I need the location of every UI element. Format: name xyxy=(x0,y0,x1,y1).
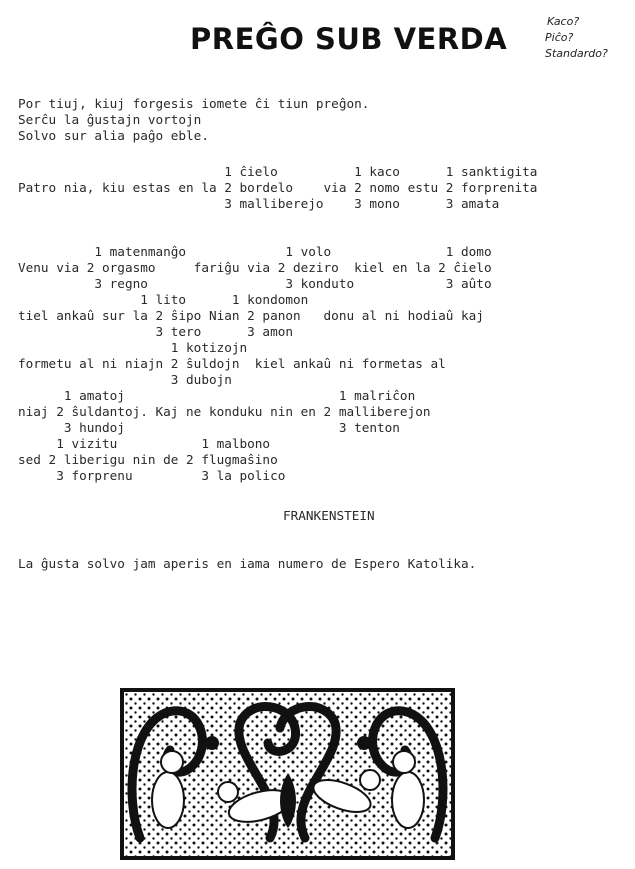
signature: FRANKENSTEIN xyxy=(283,508,375,523)
page-title: PREĜO SUB VERDA xyxy=(190,22,508,56)
side-note-pico: Piĉo? xyxy=(545,31,574,44)
prayer-line: niaj 2 ŝuldantoj. Kaj ne konduku nin en 2 malliberejon xyxy=(18,404,431,419)
footer-note: La ĝusta solvo jam aperis en iama numero de Espero Katolika. xyxy=(18,556,477,571)
prayer-line: formetu al ni niajn 2 ŝuldojn kiel ankaû ni formetas al xyxy=(18,356,446,371)
prayer-line: 1 lito 1 kondomon xyxy=(18,292,309,307)
prayer-line: 3 regno 3 konduto 3 aûto xyxy=(18,276,492,291)
intro-line: Por tiuj, kiuj forgesis iomete ĉi tiun preĝon. xyxy=(18,96,370,111)
prayer-line: tiel ankaû sur la 2 ŝipo Nian 2 panon donu al ni hodiaû kaj xyxy=(18,308,484,323)
intro-line: Solvo sur alia paĝo eble. xyxy=(18,128,209,143)
prayer-line: 3 dubojn xyxy=(18,372,232,387)
prayer-line xyxy=(18,228,537,244)
prayer-line: 3 forprenu 3 la polico xyxy=(18,468,286,483)
prayer-line: Venu via 2 orgasmo fariĝu via 2 deziro kiel en la 2 ĉielo xyxy=(18,260,492,275)
side-note-standardo: Standardo? xyxy=(545,47,608,60)
woodcut-illustration xyxy=(120,688,455,860)
prayer-line: Patro nia, kiu estas en la 2 bordelo via 2 nomo estu 2 forprenita xyxy=(18,180,538,195)
intro-block xyxy=(18,96,369,144)
prayer-line: sed 2 liberigu nin de 2 flugmaŝino xyxy=(18,452,278,467)
side-note-kaco: Kaco? xyxy=(547,15,580,28)
prayer-line: 1 matenmanĝo 1 volo 1 domo xyxy=(18,244,492,259)
prayer-line: 3 malliberejo 3 mono 3 amata xyxy=(18,196,500,211)
prayer-line: 1 amatoj 1 malriĉon xyxy=(18,388,416,403)
prayer-line: 3 tero 3 amon xyxy=(18,324,293,339)
prayer-text xyxy=(18,164,537,484)
prayer-line: 1 ĉielo 1 kaco 1 sanktigita xyxy=(18,164,538,179)
intro-line: Serĉu la ĝustajn vortojn xyxy=(18,112,202,127)
prayer-line xyxy=(18,212,537,228)
prayer-line: 1 kotizojn xyxy=(18,340,248,355)
prayer-line: 1 vizitu 1 malbono xyxy=(18,436,271,451)
prayer-line: 3 hundoj 3 tenton xyxy=(18,420,400,435)
